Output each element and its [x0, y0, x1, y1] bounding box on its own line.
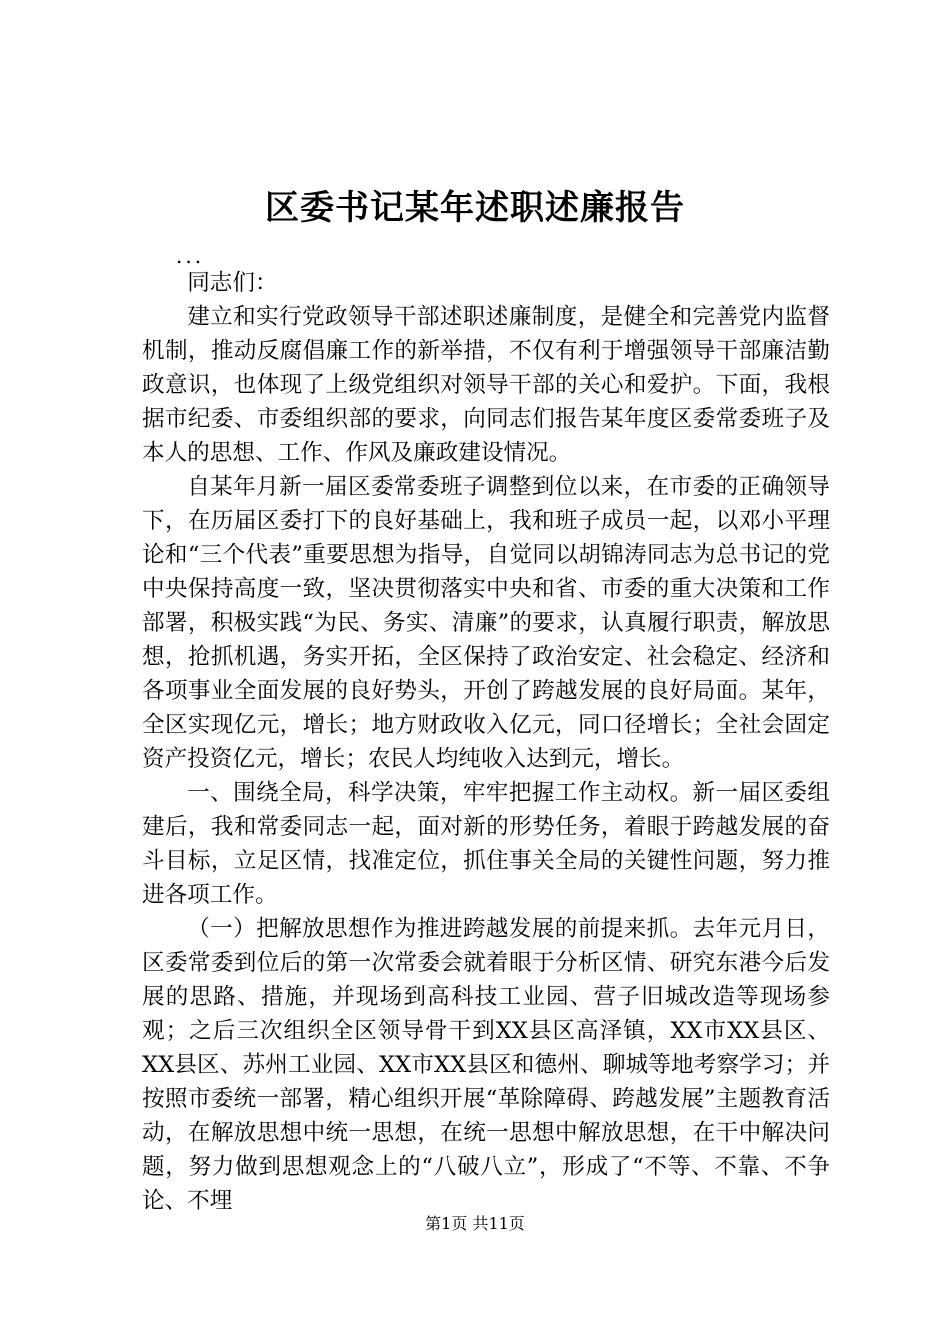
document-body: [142, 266, 830, 1218]
paragraph-intro: 建立和实行党政领导干部述职述廉制度，是健全和完善党内监督机制，推动反腐倡廉工作的新举措，不仅有利于增强领导干部廉洁勤政意识，也体现了上级党组织对领导干部的关心和爱护。下面，我根据市纪委、市委组织部的要求，向同志们报告某年度区委常委班子及本人的思想、工作、作风及廉政建设情况。: [142, 304, 830, 466]
paragraph-section-one: 一、围绕全局，科学决策，牢牢把握工作主动权。新一届区委组建后，我和常委同志一起，面对新的形势任务，着眼于跨越发展的奋斗目标，立足区情，找准定位，抓住事关全局的关键性问题，努力推进各项工作。: [142, 780, 830, 908]
ellipsis-marker: ...: [176, 244, 205, 268]
document-title: 区委书记某年述职述廉报告: [265, 188, 685, 228]
paragraph-overview: 自某年月新一届区委常委班子调整到位以来，在市委的正确领导下，在历届区委打下的良好基础上，我和班子成员一起，以邓小平理论和“三个代表”重要思想为指导，自觉同以胡锦涛同志为总书记的党中央保持高度一致，坚决贯彻落实中央和省、市委的重大决策和工作部署，积极实践“为民、务实、清廉”的要求，认真履行职责，解放思想，抢抓机遇，务实开拓，全区保持了政治安定、社会稳定、经济和各项事业全面发展的良好势头，开创了跨越发展的良好局面。某年，全区实现亿元，增长；地方财政收入亿元，同口径增长；全社会固定资产投资亿元，增长；农民人均纯收入达到元，增长。: [142, 474, 830, 772]
page-number-footer: 第1页 共11页: [425, 1214, 525, 1233]
paragraph-subsection-one: （一）把解放思想作为推进跨越发展的前提来抓。去年元月日，区委常委到位后的第一次常委会就着眼于分析区情、研究东港今后发展的思路、措施，并现场到高科技工业园、营子旧城改造等现场参观；之后三次组织全区领导骨干到XX县区高泽镇，XX市XX县区、XX县区、苏州工业园、XX市XX县区和德州、聊城等地考察学习；并按照市委统一部署，精心组织开展“革除障碍、跨越发展”主题教育活动，在解放思想中统一思想，在统一思想中解放思想，在干中解决问题，努力做到思想观念上的“八破八立”，形成了“不等、不靠、不争论、不埋: [142, 916, 830, 1214]
salutation: 同志们：: [187, 270, 278, 296]
